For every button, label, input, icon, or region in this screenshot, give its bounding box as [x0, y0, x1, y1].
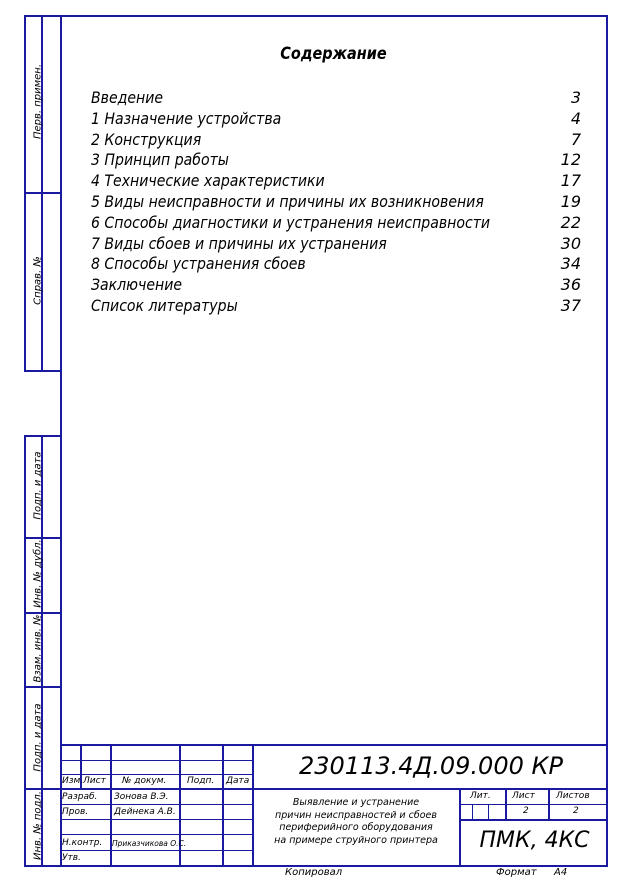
header-izm: Изм.: [62, 776, 84, 786]
listov-label: Листов: [556, 791, 590, 801]
label-podp-data-bottom: Подп. и дата: [32, 703, 44, 772]
toc-row: 5 Виды неисправности и причины их возникновения 19: [91, 191, 581, 211]
toc-row: 3 Принцип работы 12: [91, 150, 581, 170]
toc-title: Содержание: [280, 44, 387, 64]
name-prov: Дейнека А.В.: [114, 807, 176, 817]
format-value: А4: [554, 867, 568, 878]
listov-value: 2: [573, 806, 579, 816]
name-nkontr: Приказчикова О.С.: [112, 839, 187, 848]
doc-code: 230113.4Д.09.000 КР: [298, 752, 563, 780]
role-razrab: Разраб.: [62, 792, 98, 802]
toc-row: 1 Назначение устройства 4: [91, 108, 581, 128]
header-doc-no: № докум.: [122, 776, 167, 786]
label-inv-dubl: Инв. № дубл.: [32, 539, 44, 608]
label-perv-primen: Перв. примен.: [32, 63, 44, 140]
toc-row: 2 Конструкция 7: [91, 129, 581, 149]
header-data: Дата: [226, 776, 250, 786]
copied-label: Копировал: [285, 867, 343, 878]
label-inv-podl: Инв. № подл.: [32, 791, 44, 860]
label-sprav-no: Справ. №: [32, 256, 44, 305]
role-prov: Пров.: [62, 807, 89, 817]
doc-title: Выявление и устранение причин неисправностей и сбоев периферийного оборудования на примере струйного принтера: [274, 797, 438, 846]
lit-label: Лит.: [470, 791, 491, 801]
header-list: Лист: [83, 776, 106, 786]
label-podp-data-top: Подп. и дата: [32, 451, 44, 520]
header-podp: Подп.: [187, 776, 215, 786]
toc-row: 7 Виды сбоев и причины их устранения 30: [91, 233, 581, 253]
toc-row: Список литературы 37: [91, 295, 581, 315]
role-nkontr: Н.контр.: [62, 838, 103, 848]
toc-list: [91, 88, 581, 317]
role-utv: Утв.: [62, 853, 81, 863]
list-value: 2: [523, 806, 529, 816]
organization: ПМК, 4КС: [479, 828, 590, 853]
label-vzam-inv: Взам. инв. №: [32, 614, 44, 683]
format-label: Формат: [496, 867, 537, 878]
toc-row: 6 Способы диагностики и устранения неисправности 22: [91, 212, 581, 232]
toc-row: 4 Технические характеристики 17: [91, 171, 581, 191]
toc-row: 8 Способы устранения сбоев 34: [91, 254, 581, 274]
toc-row: Введение 3: [91, 88, 581, 107]
name-razrab: Зонова В.Э.: [114, 792, 169, 802]
toc-row: Заключение 36: [91, 275, 581, 295]
list-label: Лист: [512, 791, 535, 801]
